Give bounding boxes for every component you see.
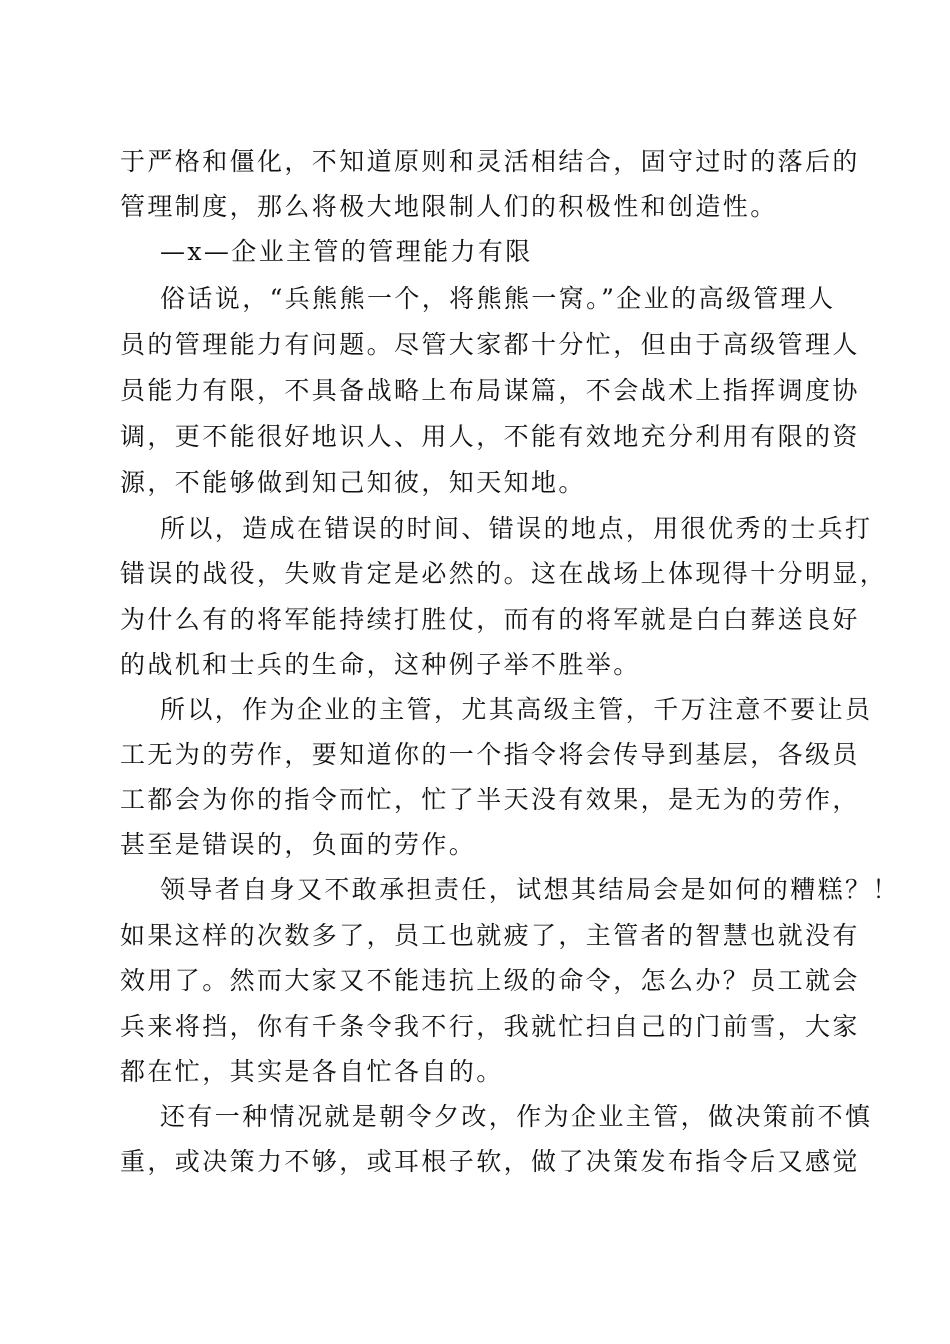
- text-line: 所以，作为企业的主管，尤其高级主管，千万注意不要让员: [160, 695, 873, 724]
- text-line: 领导者自身又不敢承担责任，试想其结局会是如何的糟糕？！: [160, 875, 900, 904]
- text-line: 员能力有限，不具备战略上布局谋篇，不会战术上指挥调度协: [120, 376, 860, 405]
- text-line: 俗话说，“兵熊熊一个，将熊熊一窝。”企业的高级管理人: [160, 284, 836, 313]
- text-line: 兵来将挡，你有千条令我不行，我就忙扫自己的门前雪，大家: [120, 1012, 860, 1041]
- text-line: 效用了。然而大家又不能违抗上级的命令，怎么办？员工就会: [120, 966, 860, 995]
- text-line: 员的管理能力有问题。尽管大家都十分忙，但由于高级管理人: [120, 330, 860, 359]
- text-line: 工无为的劳作，要知道你的一个指令将会传导到基层，各级员: [120, 740, 860, 769]
- text-line: 甚至是错误的，负面的劳作。: [120, 830, 477, 859]
- text-line: 重，或决策力不够，或耳根子软，做了决策发布指令后又感觉: [120, 1147, 860, 1176]
- text-line: 为什么有的将军能持续打胜仗，而有的将军就是白白葬送良好: [120, 605, 860, 634]
- text-line: 管理制度，那么将极大地限制人们的积极性和创造性。: [120, 192, 778, 221]
- section-heading: —x—企业主管的管理能力有限: [160, 237, 533, 266]
- text-line: 源，不能够做到知己知彼，知天知地。: [120, 468, 586, 497]
- text-line: 都在忙，其实是各自忙各自的。: [120, 1057, 504, 1086]
- text-line: 工都会为你的指令而忙，忙了半天没有效果，是无为的劳作，: [120, 785, 860, 814]
- text-line: 调，更不能很好地识人、用人，不能有效地充分利用有限的资: [120, 422, 860, 451]
- text-line: 于严格和僵化，不知道原则和灵活相结合，固守过时的落后的: [120, 147, 860, 176]
- text-line: 还有一种情况就是朝令夕改，作为企业主管，做决策前不慎: [160, 1102, 873, 1131]
- text-line: 如果这样的次数多了，员工也就疲了，主管者的智慧也就没有: [120, 921, 860, 950]
- text-line: 的战机和士兵的生命，这种例子举不胜举。: [120, 650, 641, 679]
- text-line: 所以，造成在错误的时间、错误的地点，用很优秀的士兵打: [160, 514, 873, 543]
- text-line: 错误的战役，失败肯定是必然的。这在战场上体现得十分明显，: [120, 559, 888, 588]
